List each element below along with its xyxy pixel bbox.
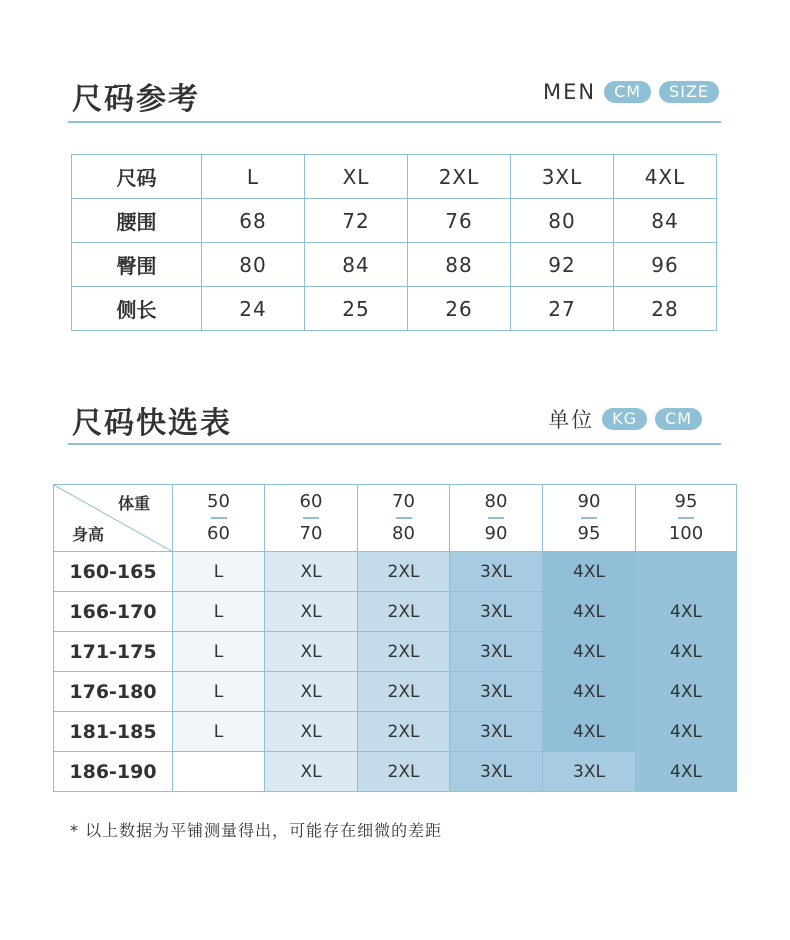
table-cell: 84 xyxy=(305,243,408,287)
unit-tags-1 xyxy=(543,80,719,104)
weight-high: 95 xyxy=(577,523,601,544)
size-cell: 3XL xyxy=(450,752,543,792)
size-cell: L xyxy=(173,672,265,712)
kg-pill: KG xyxy=(602,408,647,430)
height-axis-label: 身高 xyxy=(72,525,105,544)
weight-high: 70 xyxy=(299,523,323,544)
size-cell: 3XL xyxy=(450,592,543,632)
weight-low: 90 xyxy=(577,491,601,512)
row-label: 腰围 xyxy=(72,199,202,243)
weight-range-header xyxy=(543,485,636,552)
height-range: 160-165 xyxy=(54,552,173,592)
table-cell: 76 xyxy=(408,199,511,243)
size-cell: 2XL xyxy=(358,752,450,792)
weight-low: 95 xyxy=(674,491,698,512)
size-cell: XL xyxy=(265,752,358,792)
weight-range-header xyxy=(173,485,265,552)
size-cell: 4XL xyxy=(543,672,636,712)
table-cell: 92 xyxy=(511,243,614,287)
table-cell: 88 xyxy=(408,243,511,287)
size-cell: 2XL xyxy=(358,672,450,712)
range-separator xyxy=(211,517,227,519)
table-cell: 80 xyxy=(202,243,305,287)
size-reference-title: 尺码参考 xyxy=(72,82,200,117)
table-row xyxy=(54,712,737,752)
size-cell: XL xyxy=(265,552,358,592)
header-label: 尺码 xyxy=(72,155,202,199)
size-cell: L xyxy=(173,592,265,632)
unit-label: 单位 xyxy=(548,408,595,432)
table-cell: 80 xyxy=(511,199,614,243)
table-row xyxy=(72,199,717,243)
size-cell: 4XL xyxy=(543,712,636,752)
height-range: 181-185 xyxy=(54,712,173,752)
range-separator xyxy=(396,517,412,519)
table-cell: 28 xyxy=(614,287,717,331)
size-cell: L xyxy=(173,552,265,592)
weight-low: 50 xyxy=(207,491,230,512)
size-header: 3XL xyxy=(511,155,614,199)
height-range: 186-190 xyxy=(54,752,173,792)
size-cell: 4XL xyxy=(636,672,737,712)
weight-high: 60 xyxy=(207,523,230,544)
table-cell: 26 xyxy=(408,287,511,331)
measurement-note: * 以上数据为平铺测量得出，可能存在细微的差距 xyxy=(70,821,443,840)
size-cell: 4XL xyxy=(636,592,737,632)
size-cell: XL xyxy=(265,672,358,712)
range-separator xyxy=(488,517,504,519)
weight-range-header xyxy=(358,485,450,552)
height-range: 171-175 xyxy=(54,632,173,672)
table-row xyxy=(54,672,737,712)
size-cell: 4XL xyxy=(543,592,636,632)
size-cell: 4XL xyxy=(636,712,737,752)
section1-divider xyxy=(68,121,721,123)
height-range: 166-170 xyxy=(54,592,173,632)
section2-divider xyxy=(68,443,721,445)
range-separator xyxy=(678,517,694,519)
size-pill: SIZE xyxy=(659,81,719,103)
table-cell: 24 xyxy=(202,287,305,331)
size-header: 4XL xyxy=(614,155,717,199)
size-cell: 3XL xyxy=(543,752,636,792)
size-header: 2XL xyxy=(408,155,511,199)
size-cell: L xyxy=(173,632,265,672)
size-cell: 4XL xyxy=(636,752,737,792)
size-cell: 4XL xyxy=(636,632,737,672)
unit-tags-2 xyxy=(548,404,702,434)
weight-header-row xyxy=(54,485,737,552)
table-row xyxy=(54,592,737,632)
size-header: XL xyxy=(305,155,408,199)
weight-range-header xyxy=(265,485,358,552)
quick-size-title: 尺码快选表 xyxy=(72,406,232,441)
height-range: 176-180 xyxy=(54,672,173,712)
size-cell: 3XL xyxy=(450,552,543,592)
table-cell: 27 xyxy=(511,287,614,331)
table-cell: 25 xyxy=(305,287,408,331)
table-row xyxy=(72,287,717,331)
row-label: 臀围 xyxy=(72,243,202,287)
size-cell: 3XL xyxy=(450,672,543,712)
cm-pill: CM xyxy=(655,408,702,430)
size-cell: 3XL xyxy=(450,632,543,672)
weight-high: 80 xyxy=(392,523,415,544)
size-cell: 2XL xyxy=(358,552,450,592)
size-header: L xyxy=(202,155,305,199)
size-cell: 2XL xyxy=(358,712,450,752)
cm-pill: CM xyxy=(604,81,651,103)
quick-size-table xyxy=(53,484,737,792)
size-reference-table xyxy=(71,154,717,331)
size-cell: XL xyxy=(265,712,358,752)
range-separator xyxy=(303,517,319,519)
size-cell xyxy=(636,552,737,592)
size-cell: 4XL xyxy=(543,632,636,672)
weight-axis-label: 体重 xyxy=(117,494,150,513)
table-row xyxy=(54,632,737,672)
table-row xyxy=(54,552,737,592)
weight-high: 100 xyxy=(668,523,704,544)
range-separator xyxy=(581,517,597,519)
table-row xyxy=(72,243,717,287)
size-cell: XL xyxy=(265,632,358,672)
size-cell: 2XL xyxy=(358,592,450,632)
table-cell: 72 xyxy=(305,199,408,243)
size-cell: L xyxy=(173,712,265,752)
men-label: MEN xyxy=(542,80,597,104)
weight-low: 80 xyxy=(484,491,508,512)
weight-range-header xyxy=(636,485,737,552)
weight-high: 90 xyxy=(484,523,508,544)
weight-low: 70 xyxy=(392,491,415,512)
table-cell: 68 xyxy=(202,199,305,243)
table-cell: 96 xyxy=(614,243,717,287)
row-label: 侧长 xyxy=(72,287,202,331)
corner-cell xyxy=(54,485,173,552)
size-cell: 2XL xyxy=(358,632,450,672)
table-header-row xyxy=(72,155,717,199)
size-cell: XL xyxy=(265,592,358,632)
size-cell: 4XL xyxy=(543,552,636,592)
table-cell: 84 xyxy=(614,199,717,243)
weight-low: 60 xyxy=(299,491,323,512)
table-row xyxy=(54,752,737,792)
size-cell: 3XL xyxy=(450,712,543,752)
weight-range-header xyxy=(450,485,543,552)
size-cell xyxy=(173,752,265,792)
